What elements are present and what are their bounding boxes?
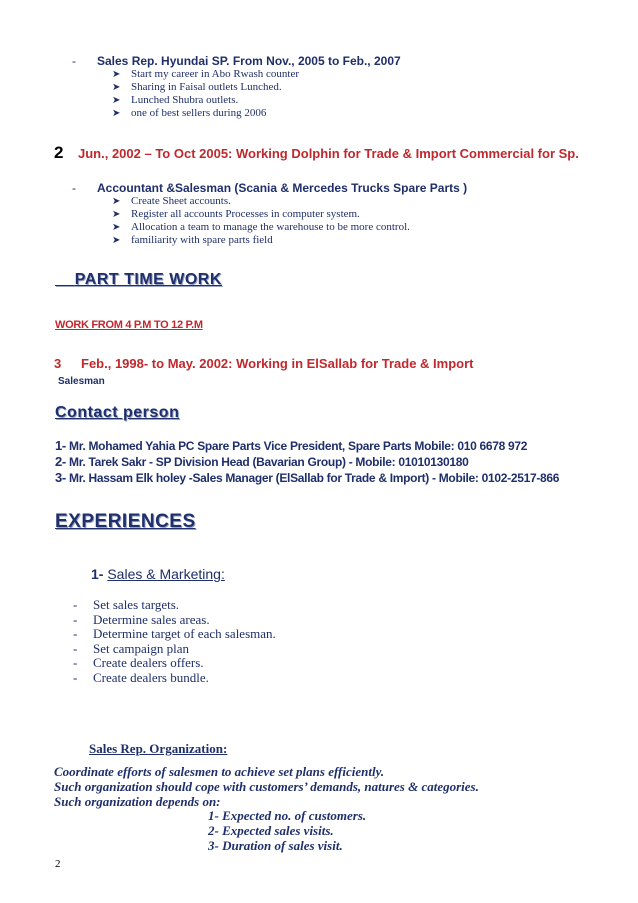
list-item: - Create dealers offers.	[73, 655, 204, 670]
contact-person-1: 1- Mr. Mohamed Yahia PC Spare Parts Vice President, Spare Parts Mobile: 010 6678 972	[55, 438, 528, 453]
arrow-bullet-icon: ➤	[112, 82, 121, 93]
list-item: ➤ Start my career in Abo Rwash counter	[112, 68, 300, 80]
arrow-bullet-icon: ➤	[112, 235, 121, 246]
contact-person-2: 2- Mr. Tarek Sakr - SP Division Head (Bavarian Group) - Mobile: 01010130180	[55, 454, 469, 469]
arrow-bullet-icon: ➤	[112, 209, 121, 220]
contact-person-3: 3- Mr. Hassam Elk holey -Sales Manager (ElSallab for Trade & Import) - Mobile: 0102-2517-866	[55, 470, 560, 485]
list-item: - Determine target of each salesman.	[73, 626, 276, 641]
job2-dash: -	[72, 181, 76, 195]
list-item: ➤ one of best sellers during 2006	[112, 107, 267, 119]
arrow-bullet-icon: ➤	[112, 196, 121, 207]
organization-line-1: Coordinate efforts of salesmen to achieve set plans efficiently.	[54, 764, 385, 779]
job1-title: Sales Rep. Hyundai SP. From Nov., 2005 to Feb., 2007	[97, 54, 401, 68]
job3-role: Salesman	[58, 376, 105, 387]
list-item: ➤ Allocation a team to manage the warehouse to be more control.	[112, 221, 410, 233]
organization-numbered-2: 2- Expected sales visits.	[208, 823, 334, 838]
arrow-bullet-icon: ➤	[112, 95, 121, 106]
job1-dash: -	[72, 54, 76, 68]
organization-line-2: Such organization should cope with customers’ demands, natures & categories.	[54, 779, 479, 794]
list-item: ➤ Register all accounts Processes in computer system.	[112, 208, 360, 220]
list-item: ➤ familiarity with spare parts field	[112, 234, 273, 246]
organization-numbered-1: 1- Expected no. of customers.	[208, 808, 367, 823]
arrow-bullet-icon: ➤	[112, 69, 121, 80]
job1-bullet-list	[112, 68, 300, 120]
list-item: ➤ Create Sheet accounts.	[112, 195, 231, 207]
job2-title: Accountant &Salesman (Scania & Mercedes Trucks Spare Parts )	[97, 181, 468, 195]
organization-numbered-3: 3- Duration of sales visit.	[208, 838, 343, 853]
experiences-list	[73, 597, 276, 685]
job2-bullet-list	[112, 195, 410, 247]
list-item: - Set sales targets.	[73, 597, 180, 612]
contact-heading: Contact person	[55, 404, 180, 421]
arrow-bullet-icon: ➤	[112, 222, 121, 233]
list-item: - Set campaign plan	[73, 640, 190, 656]
experiences-section-title: 1- Sales & Marketing:	[91, 566, 225, 582]
job3-heading: Feb., 1998- to May. 2002: Working in ElSallab for Trade & Import	[81, 356, 474, 371]
list-item: ➤ Sharing in Faisal outlets Lunched.	[112, 81, 282, 93]
job2-number: 2	[54, 143, 64, 162]
experiences-heading: EXPERIENCES	[55, 511, 196, 532]
list-item: ➤ Lunched Shubra outlets.	[112, 94, 239, 106]
organization-heading: Sales Rep. Organization:	[89, 741, 228, 756]
arrow-bullet-icon: ➤	[112, 108, 121, 119]
part-time-heading: PART TIME WORK	[74, 271, 222, 288]
list-item: - Create dealers bundle.	[73, 669, 209, 685]
page-number: 2	[55, 858, 61, 870]
part-time-hours: WORK FROM 4 P.M TO 12 P.M	[55, 319, 203, 331]
list-item: - Determine sales areas.	[73, 611, 210, 627]
organization-line-3: Such organization depends on:	[54, 794, 221, 809]
job3-number: 3	[54, 356, 62, 371]
job2-heading: Jun., 2002 – To Oct 2005: Working Dolphin for Trade & Import Commercial for Sp.	[78, 146, 579, 161]
